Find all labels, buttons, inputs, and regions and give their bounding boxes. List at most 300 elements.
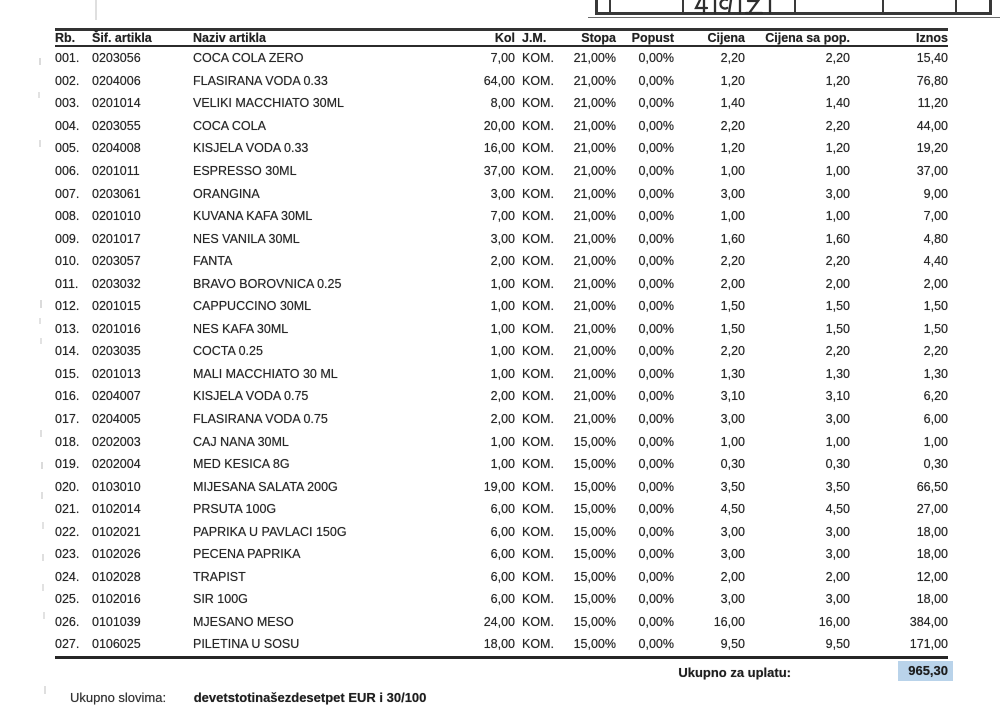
table-header-row bbox=[55, 28, 948, 47]
cell-stopa: 21,00% bbox=[573, 209, 616, 224]
cell-stopa: 21,00% bbox=[573, 412, 616, 427]
table-row bbox=[55, 588, 948, 611]
cell-iznos: 1,30 bbox=[923, 366, 948, 381]
cell-popust: 0,00% bbox=[638, 592, 674, 607]
cell-jm: KOM. bbox=[522, 614, 554, 629]
cell-jm: KOM. bbox=[522, 389, 554, 404]
cell-stopa: 15,00% bbox=[573, 434, 616, 449]
cell-rb: 003. bbox=[55, 96, 80, 111]
col-header-iznos: Iznos bbox=[916, 31, 948, 45]
cell-popust: 0,00% bbox=[638, 321, 674, 336]
cell-cijena: 2,20 bbox=[720, 118, 745, 133]
cell-popust: 0,00% bbox=[638, 389, 674, 404]
cell-rb: 008. bbox=[55, 209, 80, 224]
cell-popust: 0,00% bbox=[638, 186, 674, 201]
cell-popust: 0,00% bbox=[638, 51, 674, 66]
cell-rb: 014. bbox=[55, 344, 80, 359]
cell-popust: 0,00% bbox=[638, 614, 674, 629]
cell-kol: 1,00 bbox=[490, 434, 515, 449]
cell-naziv: PILETINA U SOSU bbox=[193, 637, 300, 652]
cell-naziv: KISJELA VODA 0.33 bbox=[193, 141, 309, 156]
cell-cijena-sa-pop: 1,00 bbox=[825, 209, 850, 224]
cell-rb: 005. bbox=[55, 141, 80, 156]
cell-popust: 0,00% bbox=[638, 73, 674, 88]
cell-cijena: 4,50 bbox=[720, 502, 745, 517]
table-row bbox=[55, 430, 948, 453]
amount-in-words-label: Ukupno slovima: bbox=[70, 690, 167, 705]
cell-cijena-sa-pop: 3,10 bbox=[825, 389, 850, 404]
cell-stopa: 21,00% bbox=[573, 51, 616, 66]
cell-sifra: 0203061 bbox=[92, 186, 141, 201]
col-header-cijena-sa-pop: Cijena sa pop. bbox=[765, 31, 850, 45]
cell-popust: 0,00% bbox=[638, 344, 674, 359]
cell-iznos: 18,00 bbox=[916, 547, 948, 562]
cell-popust: 0,00% bbox=[638, 276, 674, 291]
cell-popust: 0,00% bbox=[638, 479, 674, 494]
col-header-naziv: Naziv artikla bbox=[193, 31, 266, 45]
cell-cijena-sa-pop: 1,50 bbox=[825, 321, 850, 336]
cell-iznos: 171,00 bbox=[909, 637, 948, 652]
cell-cijena-sa-pop: 1,40 bbox=[825, 96, 850, 111]
cell-kol: 8,00 bbox=[490, 96, 515, 111]
cell-iznos: 76,80 bbox=[916, 73, 948, 88]
cell-stopa: 21,00% bbox=[573, 299, 616, 314]
table-row bbox=[55, 566, 948, 589]
cell-sifra: 0204005 bbox=[92, 412, 141, 427]
cell-rb: 024. bbox=[55, 569, 80, 584]
cell-sifra: 0203056 bbox=[92, 51, 141, 66]
cell-iznos: 1,50 bbox=[923, 299, 948, 314]
cell-sifra: 0203032 bbox=[92, 276, 141, 291]
table-row bbox=[55, 633, 948, 656]
cell-rb: 021. bbox=[55, 502, 80, 517]
cell-kol: 7,00 bbox=[490, 51, 515, 66]
scan-artifact bbox=[40, 338, 42, 344]
cell-stopa: 15,00% bbox=[573, 614, 616, 629]
cell-sifra: 0203057 bbox=[92, 254, 141, 269]
scan-artifact bbox=[42, 522, 44, 529]
cell-stopa: 15,00% bbox=[573, 592, 616, 607]
scan-artifact bbox=[42, 554, 44, 561]
table-row bbox=[55, 47, 948, 70]
cell-cijena-sa-pop: 16,00 bbox=[818, 614, 850, 629]
cell-rb: 025. bbox=[55, 592, 80, 607]
cell-popust: 0,00% bbox=[638, 164, 674, 178]
cell-sifra: 0204006 bbox=[92, 73, 141, 88]
cell-kol: 3,00 bbox=[490, 231, 515, 246]
stamp-box-divider bbox=[682, 0, 684, 12]
cell-kol: 6,00 bbox=[490, 592, 515, 607]
cell-popust: 0,00% bbox=[638, 569, 674, 584]
cell-stopa: 21,00% bbox=[573, 96, 616, 111]
invoice-table bbox=[55, 28, 948, 659]
cell-sifra: 0201014 bbox=[92, 96, 141, 111]
cell-iznos: 1,50 bbox=[923, 321, 948, 336]
cell-kol: 3,00 bbox=[490, 186, 515, 201]
table-row bbox=[55, 137, 948, 160]
table-row bbox=[55, 115, 948, 138]
table-row bbox=[55, 182, 948, 205]
cell-sifra: 0201015 bbox=[92, 299, 141, 314]
cell-cijena-sa-pop: 2,20 bbox=[825, 51, 850, 66]
cell-cijena-sa-pop: 3,00 bbox=[825, 592, 850, 607]
cell-iznos: 4,40 bbox=[923, 254, 948, 269]
cell-sifra: 0201017 bbox=[92, 231, 141, 246]
cell-sifra: 0106025 bbox=[92, 637, 141, 652]
cell-cijena: 3,50 bbox=[720, 479, 745, 494]
scan-line-artifact bbox=[588, 17, 1000, 18]
cell-naziv: ESPRESSO 30ML bbox=[193, 164, 297, 178]
scan-artifact bbox=[95, 0, 97, 20]
cell-rb: 026. bbox=[55, 614, 80, 629]
cell-kol: 1,00 bbox=[490, 276, 515, 291]
cell-cijena: 1,50 bbox=[720, 321, 745, 336]
cell-iznos: 11,20 bbox=[917, 96, 948, 111]
cell-sifra: 0202003 bbox=[92, 434, 141, 449]
cell-kol: 2,00 bbox=[490, 254, 515, 269]
cell-stopa: 21,00% bbox=[573, 344, 616, 359]
cell-naziv: MIJESANA SALATA 200G bbox=[193, 479, 338, 494]
cell-rb: 011. bbox=[55, 276, 79, 291]
cell-kol: 1,00 bbox=[490, 457, 515, 472]
cell-naziv: BRAVO BOROVNICA 0.25 bbox=[193, 276, 342, 291]
cell-stopa: 21,00% bbox=[573, 321, 616, 336]
stamp-box-divider bbox=[882, 0, 884, 12]
cell-naziv: CAJ NANA 30ML bbox=[193, 434, 289, 449]
cell-popust: 0,00% bbox=[638, 141, 674, 156]
cell-kol: 64,00 bbox=[483, 73, 515, 88]
cell-naziv: COCA COLA ZERO bbox=[193, 51, 304, 66]
cell-jm: KOM. bbox=[522, 569, 554, 584]
cell-cijena: 3,00 bbox=[720, 524, 745, 539]
cell-iznos: 1,00 bbox=[923, 434, 948, 449]
table-row bbox=[55, 408, 948, 431]
cell-sifra: 0202004 bbox=[92, 457, 141, 472]
cell-cijena-sa-pop: 1,20 bbox=[825, 73, 850, 88]
cell-rb: 012. bbox=[55, 299, 80, 314]
cell-rb: 017. bbox=[55, 412, 80, 427]
cell-jm: KOM. bbox=[522, 231, 554, 246]
cell-cijena: 2,20 bbox=[720, 51, 745, 66]
cell-cijena: 3,00 bbox=[720, 412, 745, 427]
cell-stopa: 15,00% bbox=[573, 479, 616, 494]
col-header-kol: Kol bbox=[494, 31, 515, 45]
cell-cijena: 16,00 bbox=[713, 614, 745, 629]
cell-kol: 2,00 bbox=[490, 412, 515, 427]
cell-iznos: 9,00 bbox=[923, 186, 948, 201]
table-row bbox=[55, 318, 948, 341]
cell-cijena-sa-pop: 1,00 bbox=[825, 434, 850, 449]
cell-sifra: 0102021 bbox=[92, 524, 141, 539]
cell-cijena-sa-pop: 2,20 bbox=[825, 118, 850, 133]
cell-iznos: 66,50 bbox=[916, 479, 948, 494]
total-value: 965,30 bbox=[898, 661, 953, 681]
cell-cijena: 0,30 bbox=[720, 457, 745, 472]
cell-popust: 0,00% bbox=[638, 231, 674, 246]
stamp-box-divider bbox=[794, 0, 796, 12]
cell-cijena: 2,20 bbox=[720, 254, 745, 269]
col-header-cijena: Cijena bbox=[707, 31, 745, 45]
cell-kol: 6,00 bbox=[490, 547, 515, 562]
cell-stopa: 21,00% bbox=[573, 389, 616, 404]
cell-rb: 020. bbox=[55, 479, 80, 494]
cell-jm: KOM. bbox=[522, 434, 554, 449]
cell-rb: 016. bbox=[55, 389, 80, 404]
cell-jm: KOM. bbox=[522, 276, 554, 291]
cell-cijena: 1,20 bbox=[720, 141, 745, 156]
cell-cijena: 3,00 bbox=[720, 186, 745, 201]
cell-naziv: NES KAFA 30ML bbox=[193, 321, 289, 336]
cell-iznos: 15,40 bbox=[916, 51, 948, 66]
cell-popust: 0,00% bbox=[638, 434, 674, 449]
cell-stopa: 21,00% bbox=[573, 276, 616, 291]
cell-stopa: 15,00% bbox=[573, 547, 616, 562]
cell-cijena: 1,00 bbox=[720, 434, 745, 449]
cell-naziv: SIR 100G bbox=[193, 592, 248, 607]
cell-stopa: 15,00% bbox=[573, 569, 616, 584]
cell-kol: 1,00 bbox=[490, 299, 515, 314]
cell-rb: 001. bbox=[55, 51, 80, 66]
cell-cijena: 3,10 bbox=[720, 389, 745, 404]
cell-cijena-sa-pop: 2,20 bbox=[825, 254, 850, 269]
cell-cijena: 1,50 bbox=[720, 299, 745, 314]
cell-kol: 7,00 bbox=[490, 209, 515, 224]
cell-naziv: FLASIRANA VODA 0.75 bbox=[193, 412, 328, 427]
cell-cijena: 2,20 bbox=[720, 344, 745, 359]
cell-popust: 0,00% bbox=[638, 547, 674, 562]
cell-rb: 007. bbox=[55, 186, 80, 201]
cell-rb: 010. bbox=[55, 254, 80, 269]
scan-artifact bbox=[41, 492, 43, 499]
cell-naziv: KUVANA KAFA 30ML bbox=[193, 209, 313, 224]
cell-cijena-sa-pop: 9,50 bbox=[825, 637, 850, 652]
scan-artifact bbox=[41, 462, 43, 469]
cell-naziv: MED KESICA 8G bbox=[193, 457, 290, 472]
cell-sifra: 0102028 bbox=[92, 569, 141, 584]
cell-stopa: 15,00% bbox=[573, 502, 616, 517]
scan-artifact bbox=[40, 300, 42, 308]
scan-artifact bbox=[38, 92, 40, 98]
scan-artifact bbox=[39, 318, 41, 324]
cell-kol: 24,00 bbox=[483, 614, 515, 629]
cell-jm: KOM. bbox=[522, 479, 554, 494]
table-row bbox=[55, 250, 948, 273]
cell-cijena: 1,00 bbox=[720, 164, 745, 178]
scan-artifact bbox=[42, 584, 44, 591]
cell-naziv: CAPPUCCINO 30ML bbox=[193, 299, 312, 314]
cell-cijena-sa-pop: 1,60 bbox=[825, 231, 850, 246]
scan-artifact bbox=[43, 612, 45, 619]
cell-naziv: PRSUTA 100G bbox=[193, 502, 277, 517]
cell-cijena-sa-pop: 3,00 bbox=[825, 547, 850, 562]
cell-jm: KOM. bbox=[522, 254, 554, 269]
table-row bbox=[55, 295, 948, 318]
cell-jm: KOM. bbox=[522, 412, 554, 427]
cell-kol: 1,00 bbox=[490, 344, 515, 359]
cell-iznos: 384,00 bbox=[909, 614, 948, 629]
cell-iznos: 18,00 bbox=[916, 524, 948, 539]
cell-rb: 023. bbox=[55, 547, 80, 562]
cell-kol: 18,00 bbox=[483, 637, 515, 652]
cell-jm: KOM. bbox=[522, 457, 554, 472]
cell-sifra: 0203035 bbox=[92, 344, 141, 359]
cell-popust: 0,00% bbox=[638, 457, 674, 472]
table-row bbox=[55, 543, 948, 566]
cell-jm: KOM. bbox=[522, 547, 554, 562]
cell-naziv: TRAPIST bbox=[193, 569, 246, 584]
cell-kol: 1,00 bbox=[490, 366, 515, 381]
table-row bbox=[55, 385, 948, 408]
cell-jm: KOM. bbox=[522, 164, 554, 178]
col-header-popust: Popust bbox=[631, 31, 674, 45]
cell-jm: KOM. bbox=[522, 344, 554, 359]
cell-naziv: FLASIRANA VODA 0.33 bbox=[193, 73, 328, 88]
col-header-stopa: Stopa bbox=[581, 31, 616, 45]
cell-jm: KOM. bbox=[522, 118, 554, 133]
cell-sifra: 0201013 bbox=[92, 366, 141, 381]
cell-stopa: 21,00% bbox=[573, 231, 616, 246]
cell-cijena: 3,00 bbox=[720, 592, 745, 607]
cell-kol: 6,00 bbox=[490, 569, 515, 584]
cell-stopa: 15,00% bbox=[573, 524, 616, 539]
cell-cijena: 2,00 bbox=[720, 569, 745, 584]
cell-cijena-sa-pop: 2,00 bbox=[825, 276, 850, 291]
cell-kol: 6,00 bbox=[490, 502, 515, 517]
cell-iznos: 19,20 bbox=[916, 141, 948, 156]
cell-rb: 015. bbox=[55, 366, 80, 381]
cell-popust: 0,00% bbox=[638, 502, 674, 517]
cell-sifra: 0102016 bbox=[92, 592, 141, 607]
cell-popust: 0,00% bbox=[638, 524, 674, 539]
table-row bbox=[55, 205, 948, 228]
cell-rb: 004. bbox=[55, 118, 80, 133]
cell-rb: 009. bbox=[55, 231, 80, 246]
cell-kol: 2,00 bbox=[490, 389, 515, 404]
table-row bbox=[55, 340, 948, 363]
stamp-box-divider bbox=[955, 0, 957, 12]
cell-sifra: 0203055 bbox=[92, 118, 141, 133]
table-row bbox=[55, 498, 948, 521]
cell-cijena-sa-pop: 3,00 bbox=[825, 524, 850, 539]
cell-cijena: 1,40 bbox=[720, 96, 745, 111]
cell-popust: 0,00% bbox=[638, 209, 674, 224]
cell-cijena: 3,00 bbox=[720, 547, 745, 562]
cell-iznos: 6,00 bbox=[923, 412, 948, 427]
cell-cijena-sa-pop: 3,50 bbox=[825, 479, 850, 494]
cell-stopa: 21,00% bbox=[573, 366, 616, 381]
table-row bbox=[55, 363, 948, 386]
cell-sifra: 0201010 bbox=[92, 209, 141, 224]
cell-jm: KOM. bbox=[522, 73, 554, 88]
handwritten-digits bbox=[692, 0, 784, 15]
scan-artifact bbox=[40, 430, 42, 437]
table-row bbox=[55, 611, 948, 634]
cell-iznos: 18,00 bbox=[916, 592, 948, 607]
cell-sifra: 0102026 bbox=[92, 547, 141, 562]
col-header-jm: J.M. bbox=[522, 31, 547, 45]
table-row bbox=[55, 70, 948, 93]
cell-cijena-sa-pop: 1,30 bbox=[825, 366, 850, 381]
cell-kol: 20,00 bbox=[483, 118, 515, 133]
cell-rb: 019. bbox=[55, 457, 80, 472]
cell-cijena: 1,30 bbox=[720, 366, 745, 381]
cell-iznos: 37,00 bbox=[916, 164, 948, 178]
cell-iznos: 2,00 bbox=[923, 276, 948, 291]
total-label: Ukupno za uplatu: bbox=[678, 665, 791, 680]
cell-rb: 027. bbox=[55, 637, 80, 652]
cell-cijena: 1,60 bbox=[720, 231, 745, 246]
cell-stopa: 21,00% bbox=[573, 118, 616, 133]
cell-naziv: FANTA bbox=[193, 254, 233, 269]
cell-kol: 37,00 bbox=[483, 164, 515, 178]
cell-cijena-sa-pop: 1,20 bbox=[825, 141, 850, 156]
cell-cijena-sa-pop: 0,30 bbox=[825, 457, 850, 472]
table-row bbox=[55, 160, 948, 183]
cell-iznos: 7,00 bbox=[923, 209, 948, 224]
cell-popust: 0,00% bbox=[638, 366, 674, 381]
cell-popust: 0,00% bbox=[638, 118, 674, 133]
cell-sifra: 0102014 bbox=[92, 502, 141, 517]
cell-naziv: PECENA PAPRIKA bbox=[193, 547, 301, 562]
cell-naziv: PAPRIKA U PAVLACI 150G bbox=[193, 524, 347, 539]
cell-sifra: 0201011 bbox=[92, 164, 140, 178]
table-body bbox=[55, 47, 948, 659]
cell-stopa: 21,00% bbox=[573, 73, 616, 88]
cell-iznos: 4,80 bbox=[923, 231, 948, 246]
amount-in-words-line bbox=[70, 690, 426, 705]
cell-naziv: NES VANILA 30ML bbox=[193, 231, 300, 246]
cell-naziv: ORANGINA bbox=[193, 186, 260, 201]
cell-rb: 013. bbox=[55, 321, 80, 336]
cell-kol: 6,00 bbox=[490, 524, 515, 539]
table-row bbox=[55, 227, 948, 250]
cell-kol: 1,00 bbox=[490, 321, 515, 336]
cell-jm: KOM. bbox=[522, 96, 554, 111]
col-header-rb: Rb. bbox=[55, 31, 76, 45]
cell-popust: 0,00% bbox=[638, 254, 674, 269]
cell-naziv: KISJELA VODA 0.75 bbox=[193, 389, 309, 404]
cell-naziv: VELIKI MACCHIATO 30ML bbox=[193, 96, 344, 111]
cell-rb: 022. bbox=[55, 524, 80, 539]
scan-artifact bbox=[39, 58, 41, 65]
table-row bbox=[55, 475, 948, 498]
amount-in-words-value: devetstotinašezdesetpet EUR i 30/100 bbox=[193, 690, 427, 705]
cell-popust: 0,00% bbox=[638, 299, 674, 314]
cell-naziv: MJESANO MESO bbox=[193, 614, 294, 629]
cell-cijena-sa-pop: 2,00 bbox=[825, 569, 850, 584]
cell-cijena: 9,50 bbox=[720, 637, 745, 652]
table-row bbox=[55, 520, 948, 543]
table-row bbox=[55, 92, 948, 115]
cell-cijena-sa-pop: 3,00 bbox=[825, 412, 850, 427]
cell-cijena-sa-pop: 1,50 bbox=[825, 299, 850, 314]
cell-jm: KOM. bbox=[522, 366, 554, 381]
cell-cijena-sa-pop: 1,00 bbox=[825, 164, 850, 178]
cell-jm: KOM. bbox=[522, 141, 554, 156]
cell-jm: KOM. bbox=[522, 51, 554, 66]
cell-cijena-sa-pop: 2,20 bbox=[825, 344, 850, 359]
cell-rb: 002. bbox=[55, 73, 80, 88]
cell-stopa: 21,00% bbox=[573, 254, 616, 269]
cell-cijena: 1,00 bbox=[720, 209, 745, 224]
cell-sifra: 0204007 bbox=[92, 389, 141, 404]
cell-stopa: 21,00% bbox=[573, 141, 616, 156]
scan-artifact bbox=[39, 140, 41, 147]
cell-kol: 19,00 bbox=[483, 479, 515, 494]
table-row bbox=[55, 453, 948, 476]
cell-jm: KOM. bbox=[522, 502, 554, 517]
stamp-box-divider bbox=[609, 0, 611, 12]
